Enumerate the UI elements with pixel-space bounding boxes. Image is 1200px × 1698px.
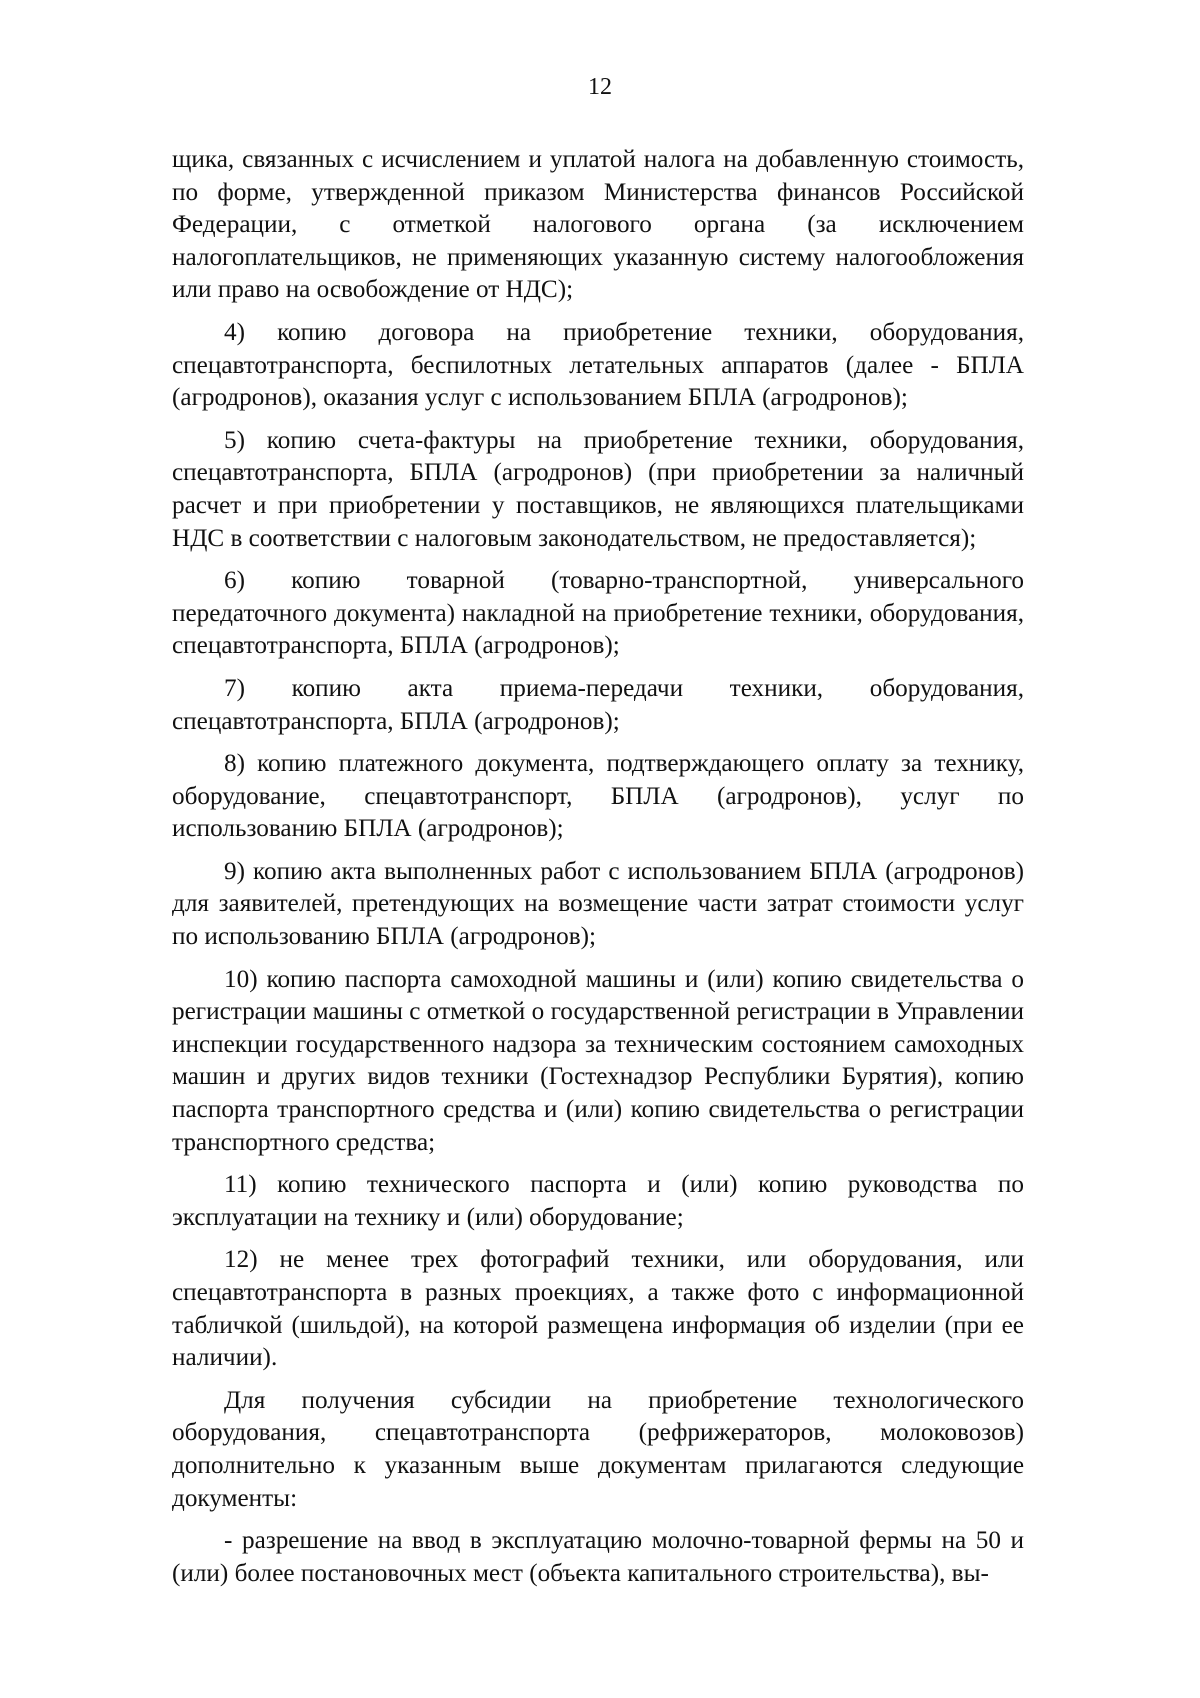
list-item-7: 7) копию акта приема-передачи техники, оборудования, спецавтотранспорта, БПЛА (агродронов);: [172, 674, 1024, 735]
list-item-dash-permit: - разрешение на ввод в эксплуатацию молочно-товарной фермы на 50 и (или) более постановочных мест (объекта капитального строительства), вы-: [172, 1527, 1024, 1587]
document-body: [172, 144, 1024, 1600]
list-item-4: 4) копию договора на приобретение техники, оборудования, спецавтотранспорта, беспилотных летательных аппаратов (далее - БПЛА (агродронов), оказания услуг с использованием БПЛА (агродронов);: [172, 318, 1024, 412]
list-item-12: 12) не менее трех фотографий техники, или оборудования, или спецавтотранспорта в разных проекциях, а также фото с информационной табличкой (шильдой), на которой размещена информация об изделии (при ее наличии).: [172, 1246, 1024, 1372]
list-item-9: 9) копию акта выполненных работ с использованием БПЛА (агродронов) для заявителей, претендующих на возмещение части затрат стоимости услуг по использованию БПЛА (агродронов);: [172, 857, 1024, 951]
paragraph-continuation: щика, связанных с исчислением и уплатой налога на добавленную стоимость, по форме, утвержденной приказом Министерства финансов Российской Федерации, с отметкой налогового органа (за исключением налогоплательщиков, не применяющих указанную систему налогообложения или право на освобождение от НДС);: [172, 146, 1024, 304]
list-item-6: 6) копию товарной (товарно-транспортной, универсального передаточного документа) накладной на приобретение техники, оборудования, спецавтотранспорта, БПЛА (агродронов);: [172, 567, 1024, 660]
list-item-5: 5) копию счета-фактуры на приобретение техники, оборудования, спецавтотранспорта, БПЛА (агродронов) (при приобретении за наличный расчет и при приобретении у поставщиков, не являющихся плательщиками НДС в соответствии с налоговым законодательством, не предоставляется);: [172, 426, 1024, 552]
list-item-10: 10) копию паспорта самоходной машины и (или) копию свидетельства о регистрации машины с отметкой о государственной регистрации в Управлении инспекции государственного надзора за техническим состоянием самоходных машин и других видов техники (Гостехнадзор Республики Бурятия), копию паспорта транспортного средства и (или) копию свидетельства о регистрации транспортного средства;: [172, 965, 1024, 1156]
list-item-8: 8) копию платежного документа, подтверждающего оплату за технику, оборудование, спецавтотранспорт, БПЛА (агродронов), услуг по использованию БПЛА (агродронов);: [172, 750, 1024, 843]
paragraph-additional-documents: Для получения субсидии на приобретение технологического оборудования, спецавтотранспорта (рефрижераторов, молоковозов) дополнительно к указанным выше документам прилагаются следующие документы:: [172, 1386, 1024, 1512]
page-number: 12: [588, 74, 612, 100]
list-item-11: 11) копию технического паспорта и (или) копию руководства по эксплуатации на технику и (или) оборудование;: [172, 1171, 1024, 1231]
